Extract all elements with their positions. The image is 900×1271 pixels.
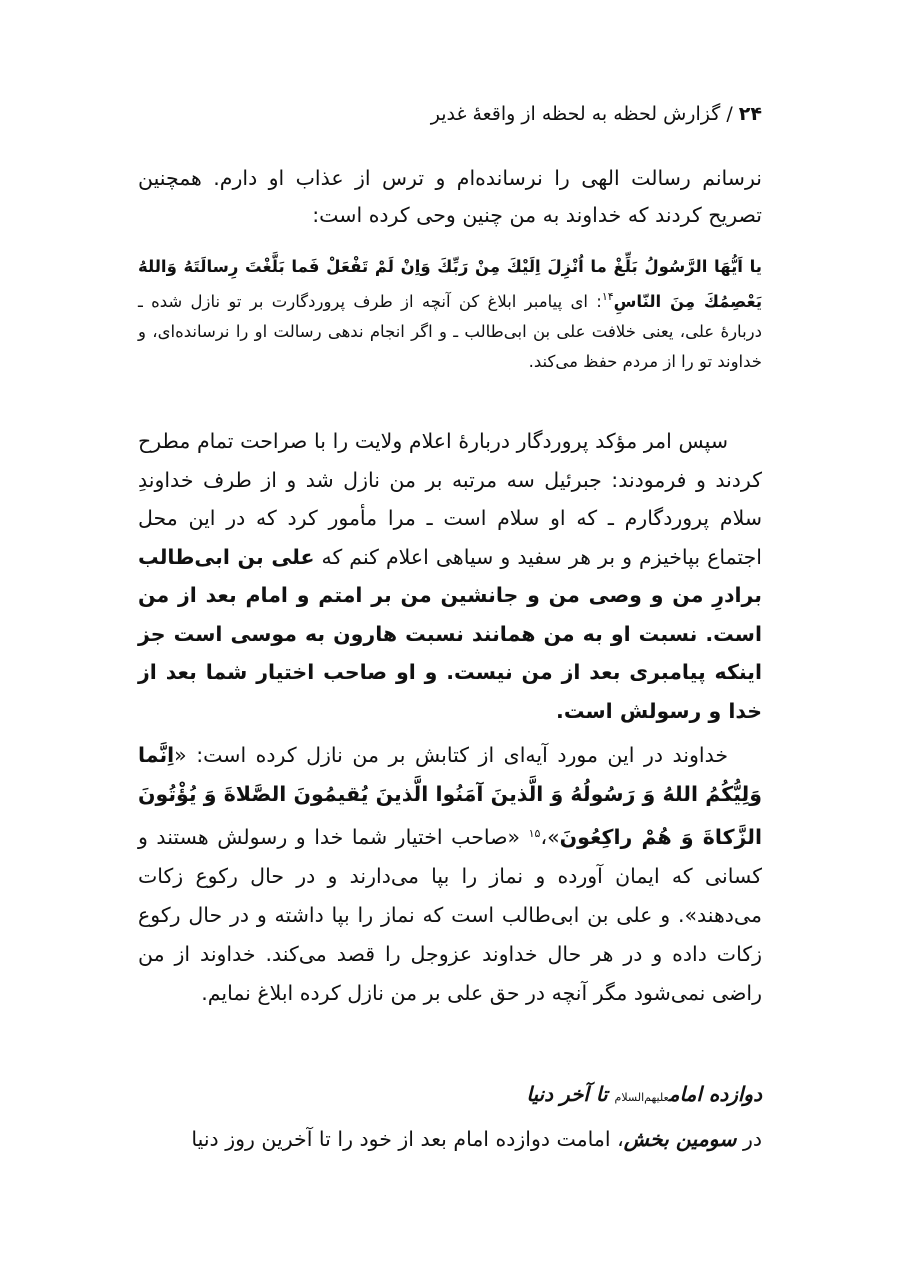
footnote-marker-14: ۱۴ [601,290,614,303]
footnote-marker-15: ۱۵ [528,827,541,840]
header-separator: / [726,103,733,125]
section-heading-honorific: علیهم‌السلام [614,1091,669,1104]
paragraph-4-text: ، امامت دوازده امام بعد از خود را تا آخرین روز دنیا [191,1127,624,1151]
quran-verse-wilayah: اِنَّما وَلِيُّكُمُ اللهُ وَ رَسُولُهُ وَ الَّذينَ آمَنُوا الَّذينَ يُقيمُونَ الصَّلاةَ وَ يُؤْتُونَ الزَّكاةَ وَ هُمْ راكِعُونَ [138,743,763,849]
paragraph-2 [138,422,762,730]
quran-verse-tabligh: يا اَيُّهَا الرَّسُولُ بَلِّغْ ما اُنْزِلَ اِلَيْكَ مِنْ رَبِّكَ وَاِنْ لَمْ تَفْعَلْ فَما بَلَّغْتَ رِسالَتَهُ وَاللهُ يَعْصِمُكَ مِنَ النّاسِ [138,257,763,311]
paragraph-2-text: سپس امر مؤکد پروردگار دربارهٔ اعلام ولایت را با صراحت تمام مطرح کردند و فرمودند: جبرئیل سه مرتبه بر من نازل شد و از طرف خداوندِ سلام پروردگارم ـ که او سلام است ـ مرا مأمور کرد که در این محل اجتماع بپاخیزم و بر هر سفید و سیاهی اعلام کنم که [138,429,762,569]
paragraph-1: نرسانم رسالت الهی را نرسانده‌ام و ترس از عذاب او دارم. همچنین تصریح کردند که خداوند به من چنین وحی کرده است: [138,166,762,227]
running-header [431,100,762,128]
paragraph-3-intro: خداوند در این مورد آیه‌ای از کتابش بر من نازل کرده است: « [174,743,728,767]
section-heading-part1: دوازده امام [668,1082,762,1106]
paragraph-2-bold-declaration: علی بن ابی‌طالب برادرِ من و وصی من و جانشین من بر امتم و امام بعد از من است. نسبت او به من همانند نسبت هارون به موسی است جز اینکه پیامبری بعد از من نیست. و او صاحب اختیار شما بعد از خدا و رسولش است. [138,544,762,723]
document-page [138,0,762,1271]
verse-translation: : ای پیامبر ابلاغ کن آنچه از طرف پروردگارت بر تو نازل شده ـ دربارهٔ علی، یعنی خلافت علی بن ابی‌طالب ـ و اگر انجام ندهی رسالت او را نرسانده‌ای، و خداوند تو را از مردم حفظ می‌کند. [138,292,762,371]
paragraph-3-closing-quote: »، [540,825,560,849]
book-title: گزارش لحظه به لحظه از واقعهٔ غدیر [430,103,721,125]
paragraph-4 [138,1120,762,1158]
paragraph-3-text: «صاحب اختیار شما خدا و رسولش هستند و کسانی که ایمان آورده و نماز را بپا می‌دارند و در حال رکوع زکات می‌دهند». و علی بن ابی‌طالب است که نماز را بپا داشته و در حال رکوع زکات داده و در هر حال خداوند عزوجل را قصد می‌کند. خداوند از من راضی نمی‌شود مگر آنچه در حق علی بر من نازل کرده ابلاغ نمایم. [138,825,762,1005]
page-number: ۲۴ [738,103,762,125]
paragraph-4-prefix: در [736,1127,762,1151]
paragraph-4-bold: سومین بخش [623,1127,737,1151]
section-heading-part2: تا آخر دنیا [526,1082,608,1106]
verse-quote [138,252,762,377]
paragraph-3 [138,736,762,1013]
section-heading [526,1078,762,1114]
